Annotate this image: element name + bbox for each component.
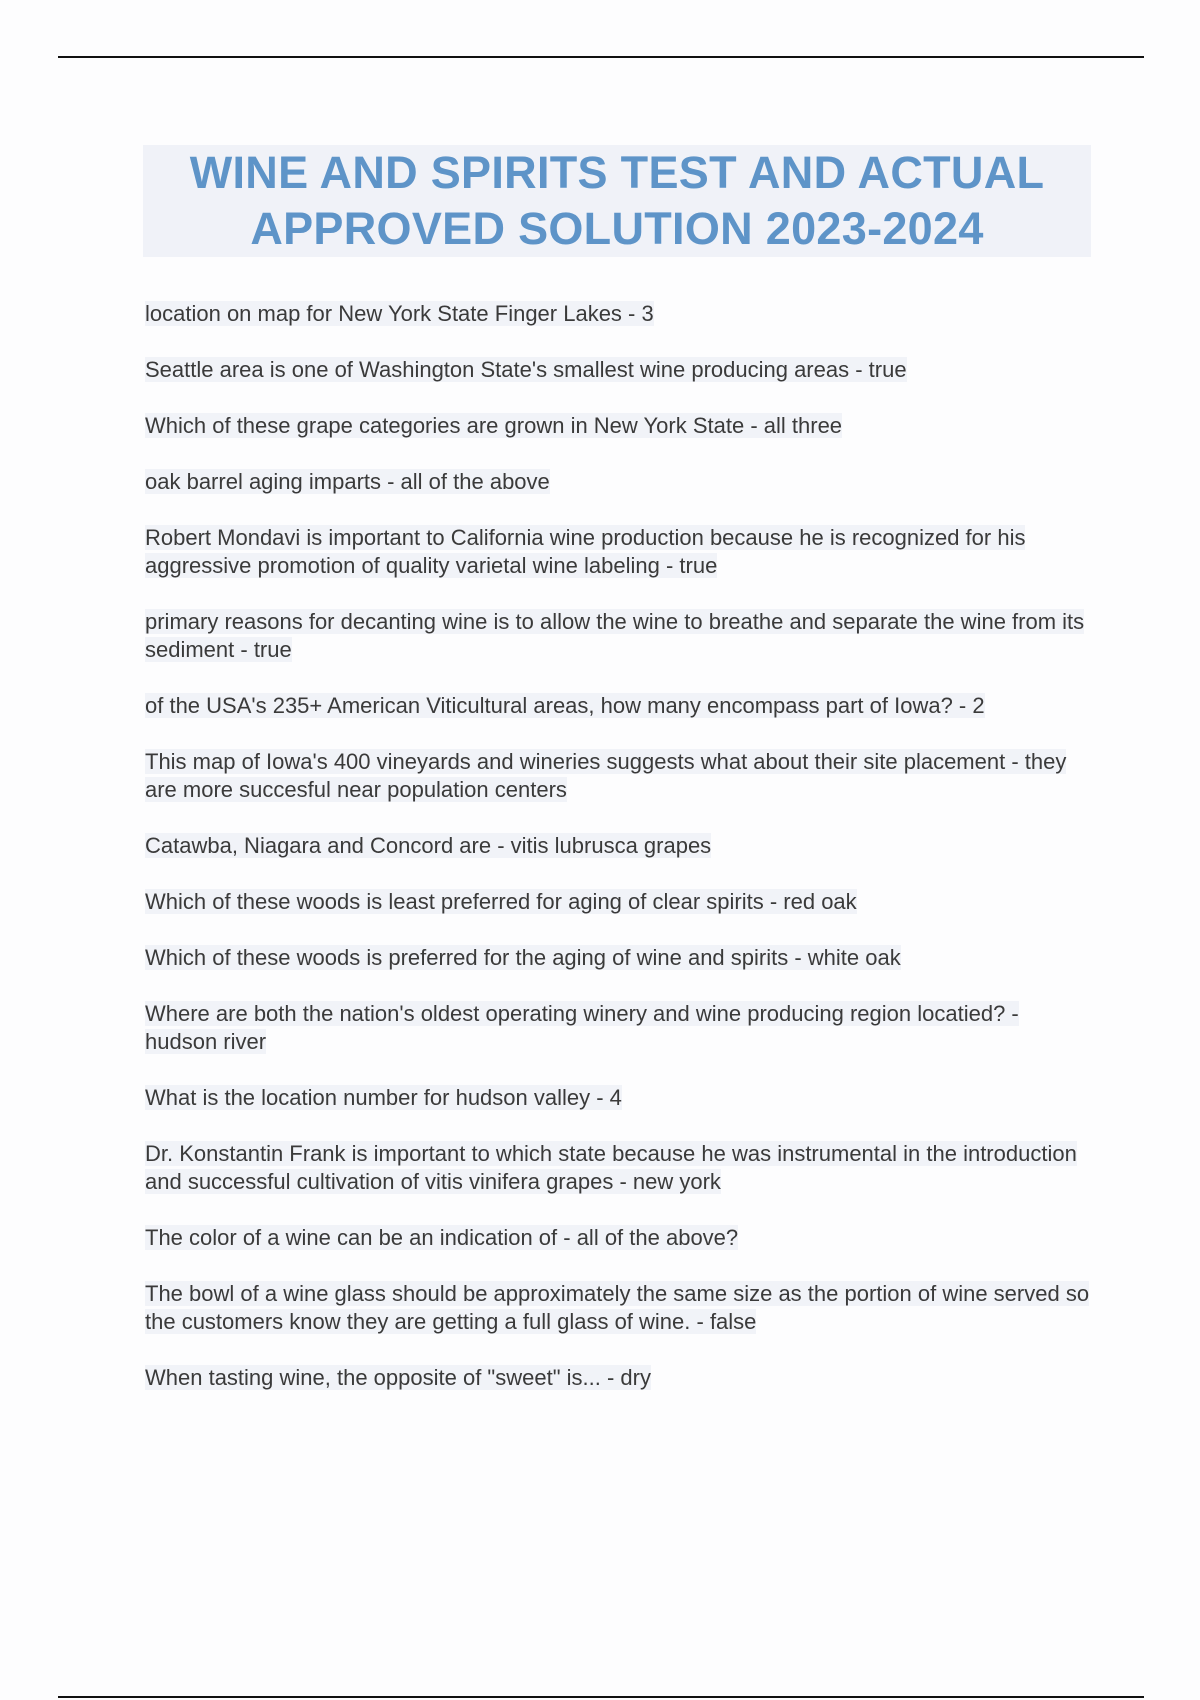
document-title: WINE AND SPIRITS TEST AND ACTUAL APPROVED SOLUTION 2023-2024	[189, 147, 1045, 254]
qa-item	[145, 1364, 1091, 1392]
qa-item	[145, 356, 1091, 384]
qa-text: Which of these grape categories are grown in New York State - all three	[145, 413, 843, 438]
qa-text: Catawba, Niagara and Concord are - vitis lubrusca grapes	[145, 833, 712, 858]
qa-item	[145, 1084, 1091, 1112]
qa-text: primary reasons for decanting wine is to allow the wine to breathe and separate the wine from its sediment - true	[145, 609, 1085, 662]
top-divider	[58, 56, 1144, 58]
qa-item	[145, 832, 1091, 860]
qa-text: Where are both the nation's oldest operating winery and wine producing region locatied? - hudson river	[145, 1001, 1019, 1054]
qa-item	[145, 468, 1091, 496]
qa-text: Which of these woods is preferred for the aging of wine and spirits - white oak	[145, 945, 901, 970]
qa-item	[145, 1140, 1091, 1196]
qa-text: Dr. Konstantin Frank is important to which state because he was instrumental in the introduction and successful cultivation of vitis vinifera grapes - new york	[145, 1141, 1077, 1194]
qa-text: Which of these woods is least preferred for aging of clear spirits - red oak	[145, 889, 857, 914]
qa-text: When tasting wine, the opposite of "sweet" is... - dry	[145, 1365, 651, 1390]
qa-item	[145, 1000, 1091, 1056]
qa-item	[145, 1280, 1091, 1336]
title-banner	[143, 145, 1091, 257]
qa-text: oak barrel aging imparts - all of the above	[145, 469, 550, 494]
qa-item	[145, 748, 1091, 804]
qa-text: Robert Mondavi is important to California wine production because he is recognized for his aggressive promotion of quality varietal wine labeling - true	[145, 525, 1026, 578]
question-answer-list	[145, 300, 1091, 1420]
qa-item	[145, 692, 1091, 720]
qa-text: What is the location number for hudson valley - 4	[145, 1085, 622, 1110]
bottom-divider	[58, 1696, 1144, 1698]
qa-item	[145, 1224, 1091, 1252]
qa-item	[145, 300, 1091, 328]
qa-text: of the USA's 235+ American Viticultural areas, how many encompass part of Iowa? - 2	[145, 693, 985, 718]
qa-item	[145, 888, 1091, 916]
qa-item	[145, 608, 1091, 664]
qa-item	[145, 412, 1091, 440]
qa-text: This map of Iowa's 400 vineyards and wineries suggests what about their site placement - they are more succesful near population centers	[145, 749, 1067, 802]
qa-item	[145, 524, 1091, 580]
qa-text: Seattle area is one of Washington State's smallest wine producing areas - true	[145, 357, 907, 382]
qa-text: location on map for New York State Finger Lakes - 3	[145, 301, 654, 326]
qa-text: The color of a wine can be an indication of - all of the above?	[145, 1225, 739, 1250]
qa-item	[145, 944, 1091, 972]
qa-text: The bowl of a wine glass should be approximately the same size as the portion of wine served so the customers know they are getting a full glass of wine. - false	[145, 1281, 1090, 1334]
